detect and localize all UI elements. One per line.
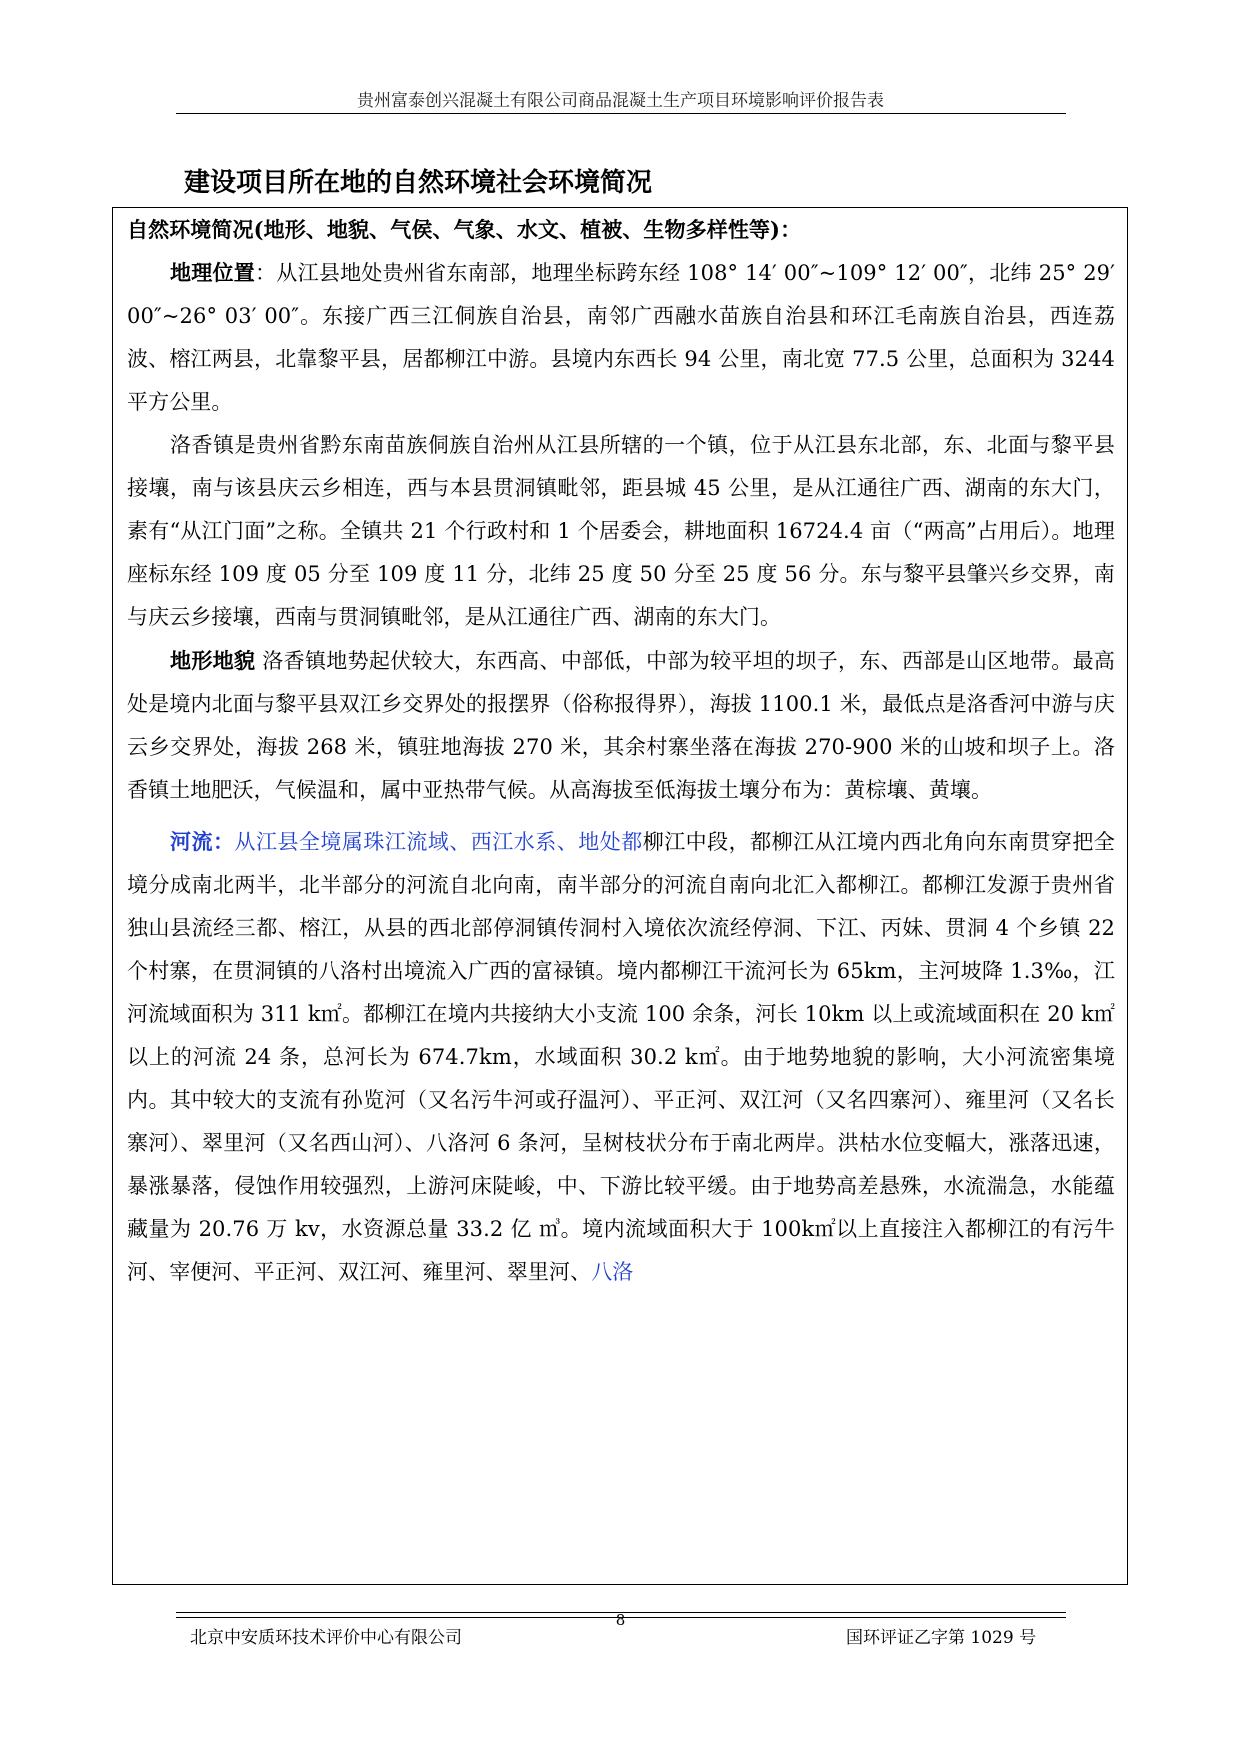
- text-rivers-tail: 八洛: [591, 1260, 634, 1284]
- footer-company: 北京中安质环技术评价中心有限公司: [190, 1628, 462, 1648]
- paragraph-luoxiang: 洛香镇是贵州省黔东南苗族侗族自治州从江县所辖的一个镇，位于从江县东北部，东、北面与黎平县接壤，南与该县庆云乡相连，西与本县贯洞镇毗邻，距县城 45 公里，是从江通往广西、湖南的东大门，素有“从江门面”之称。全镇共 21 个行政村和 1 个居委会，耕地面积 16724.4 亩（“两高”占用后）。地理座标东经 109 度 05 分至 109 度 11 分，北纬 25 度 50 分至 25 度 56 分。东与黎平县肇兴乡交界，南与庆云乡接壤，西南与贯洞镇毗邻，是从江通往广西、湖南的东大门。: [127, 433, 1115, 629]
- label-terrain: 地形地貌: [170, 648, 256, 673]
- footer-certificate: 国环评证乙字第 1029 号: [846, 1628, 1037, 1648]
- text-rivers-blue: 从江县全境属珠江流域、西江水系、地处都: [234, 830, 643, 854]
- paragraph-rivers: [127, 820, 1115, 1294]
- paragraph-location: [127, 251, 1115, 424]
- paragraph-terrain: [127, 639, 1115, 812]
- running-header: 贵州富泰创兴混凝土有限公司商品混凝土生产项目环境影响评价报告表: [357, 91, 884, 111]
- text-terrain: 洛香镇地势起伏较大，东西高、中部低，中部为较平坦的坝子，东、西部是山区地带。最高处是境内北面与黎平县双江乡交界处的报摆界（俗称报得界），海拔 1100.1 米，最低点是洛香河中游与庆云乡交界处，海拔 268 米，镇驻地海拔 270 米，其余村寨坐落在海拔 270-900 米的山坡和坝子上。洛香镇土地肥沃，气候温和，属中亚热带气候。从高海拔至低海拔土壤分布为：黄棕壤、黄壤。: [127, 649, 1115, 802]
- label-location: 地理位置: [170, 260, 256, 285]
- content-body: [127, 208, 1115, 1294]
- header-rule: [176, 113, 1066, 114]
- text-location: ：从江县地处贵州省东南部，地理坐标跨东经 108° 14′ 00″~109° 12′ 00″，北纬 25° 29′ 00″~26° 03′ 00″。东接广西三江侗族自治县，南邻广西融水苗族自治县和环江毛南族自治县，西连荔波、榕江两县，北靠黎平县，居都柳江中游。县境内东西长 94 公里，南北宽 77.5 公里，总面积为 3244 平方公里。: [127, 261, 1115, 414]
- label-rivers: 河流：: [170, 829, 235, 854]
- content-box: [112, 207, 1128, 1585]
- page-number: 8: [615, 1611, 626, 1629]
- paragraph-gap: [127, 812, 1115, 820]
- section-title: 建设项目所在地的自然环境社会环境简况: [184, 168, 653, 198]
- text-rivers: 柳江中段，都柳江从江境内西北角向东南贯穿把全境分成南北两半，北半部分的河流自北向南，南半部分的河流自南向北汇入都柳江。都柳江发源于贵州省独山县流经三都、榕江，从县的西北部停洞镇传洞村入境依次流经停洞、下江、丙妹、贯洞 4 个乡镇 22 个村寨，在贯洞镇的八洛村出境流入广西的富禄镇。境内都柳江干流河长为 65km，主河坡降 1.3‰，江河流域面积为 311 k㎡。都柳江在境内共接纳大小支流 100 余条，河长 10km 以上或流域面积在 20 k㎡以上的河流 24 条，总河长为 674.7km，水域面积 30.2 k㎡。由于地势地貌的影响，大小河流密集境内。其中较大的支流有孙览河（又名污牛河或孖温河）、平正河、双江河（又名四寨河）、雍里河（又名长寨河）、翠里河（又名西山河）、八洛河 6 条河，呈树枝状分布于南北两岸。洪枯水位变幅大，涨落迅速，暴涨暴落，侵蚀作用较强烈，上游河床陡峻，中、下游比较平缓。由于地势高差悬殊，水流湍急，水能蕴藏量为 20.76 万 kv，水资源总量 33.2 亿 ㎥。境内流域面积大于 100k㎡以上直接注入都柳江的有污牛河、宰便河、平正河、双江河、雍里河、翠里河、: [127, 830, 1115, 1284]
- box-heading: 自然环境简况(地形、地貌、气侯、气象、水文、植被、生物多样性等)：: [127, 217, 802, 242]
